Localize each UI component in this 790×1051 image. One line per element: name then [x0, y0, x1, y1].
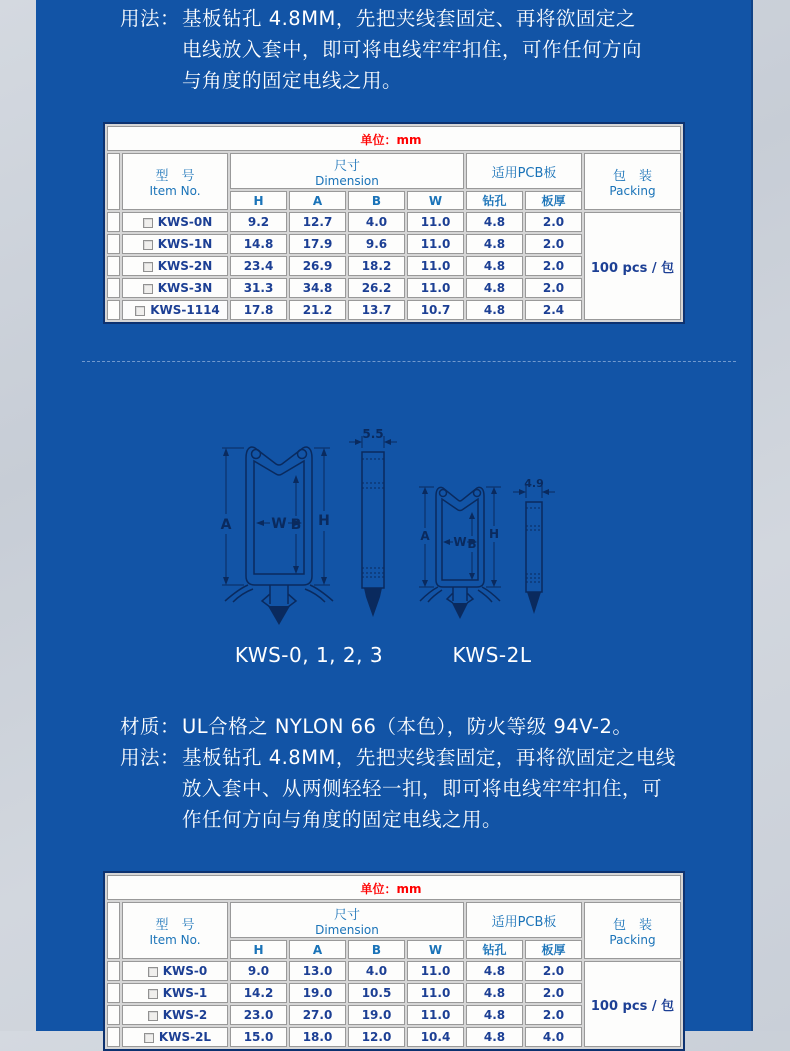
fir-tree-tip — [452, 603, 468, 619]
subheader-b: B — [348, 191, 405, 210]
item-name: KWS-2N — [157, 259, 213, 273]
dim-label-49: 4.9 — [524, 477, 544, 490]
value-h: 15.0 — [230, 1027, 287, 1047]
item-name: KWS-1N — [157, 237, 213, 251]
dim-label-h: H — [488, 527, 500, 541]
value-b: 19.0 — [348, 1005, 405, 1025]
value-h: 31.3 — [230, 278, 287, 298]
value-w: 10.4 — [407, 1027, 464, 1047]
packing-cell: 100 pcs / 包 — [584, 212, 681, 320]
spacer-cell — [107, 1027, 120, 1047]
section-divider — [82, 361, 736, 362]
row-checkbox[interactable] — [148, 967, 158, 977]
value-h: 23.4 — [230, 256, 287, 276]
subheader-h: H — [230, 191, 287, 210]
item-cell — [122, 234, 228, 254]
value-thickness: 2.0 — [525, 234, 582, 254]
header-pack-en: Packing — [609, 933, 656, 947]
value-b: 13.7 — [348, 300, 405, 320]
value-w: 11.0 — [407, 961, 464, 981]
value-thickness: 2.0 — [525, 212, 582, 232]
spec-table — [105, 873, 683, 1049]
usage-text-block-1 — [120, 3, 642, 96]
row-checkbox[interactable] — [144, 1033, 154, 1043]
value-b: 4.0 — [348, 961, 405, 981]
value-b: 9.6 — [348, 234, 405, 254]
value-drill: 4.8 — [466, 983, 523, 1003]
value-drill: 4.8 — [466, 1027, 523, 1047]
header-pack-cn: 包 装 — [612, 169, 652, 184]
value-b: 4.0 — [348, 212, 405, 232]
spacer-cell — [107, 1005, 120, 1025]
item-name: KWS-2L — [158, 1030, 212, 1044]
usage-line: 电线放入套中，即可将电线牢牢扣住，可作任何方向 — [182, 38, 643, 61]
row-checkbox[interactable] — [143, 262, 153, 272]
header-packing — [584, 153, 681, 210]
side-view-body — [362, 452, 384, 588]
usage-line: 放入套中、从两侧轻轻一扣，即可将电线牢牢扣住，可 — [182, 777, 663, 800]
value-w: 11.0 — [407, 278, 464, 298]
technical-drawing-kws-2l — [416, 462, 596, 627]
item-cell — [122, 961, 228, 981]
header-dimension — [230, 902, 464, 938]
value-w: 11.0 — [407, 234, 464, 254]
header-item-en: Item No. — [149, 184, 201, 198]
unit-bar — [107, 126, 681, 151]
value-thickness: 4.0 — [525, 1027, 582, 1047]
header-pack-cn: 包 装 — [612, 918, 652, 933]
spacer-cell — [107, 212, 120, 232]
clamp-lobe — [252, 450, 261, 459]
item-name: KWS-1 — [162, 986, 208, 1000]
material-row — [120, 711, 676, 742]
usage-label: 用法： — [120, 746, 181, 769]
row-checkbox[interactable] — [143, 284, 153, 294]
value-thickness: 2.0 — [525, 961, 582, 981]
spacer-cell — [107, 300, 120, 320]
item-name: KWS-0N — [157, 215, 213, 229]
header-pcb: 适用PCB板 — [466, 902, 582, 938]
value-b: 12.0 — [348, 1027, 405, 1047]
value-h: 14.2 — [230, 983, 287, 1003]
side-view-bands — [362, 459, 384, 577]
usage-line: 作任何方向与角度的固定电线之用。 — [182, 808, 503, 831]
dim-label-b: B — [467, 537, 477, 551]
dim-label-55: 5.5 — [362, 427, 384, 441]
spec-table — [105, 124, 683, 322]
value-w: 11.0 — [407, 212, 464, 232]
item-name: KWS-3N — [157, 281, 213, 295]
packing-cell: 100 pcs / 包 — [584, 961, 681, 1047]
item-name: KWS-1114 — [150, 303, 220, 317]
value-drill: 4.8 — [466, 1005, 523, 1025]
value-a: 34.8 — [289, 278, 346, 298]
item-cell — [122, 300, 228, 320]
item-cell — [122, 1027, 228, 1047]
item-name: KWS-2 — [162, 1008, 208, 1022]
value-drill: 4.8 — [466, 300, 523, 320]
dim-label-w: W — [271, 516, 287, 532]
unit-label: 单位：mm — [360, 882, 422, 896]
header-dim-en: Dimension — [315, 922, 379, 937]
unit-label: 单位：mm — [360, 133, 422, 147]
unit-bar — [107, 875, 681, 900]
item-name: KWS-0 — [162, 964, 208, 978]
fir-tree-barbs — [447, 587, 473, 603]
wing-left — [225, 585, 253, 602]
item-cell — [122, 1005, 228, 1025]
subheader-drill: 钻孔 — [466, 940, 523, 959]
header-pack-en: Packing — [609, 184, 656, 198]
value-a: 13.0 — [289, 961, 346, 981]
usage-line: 基板钻孔 4.8MM，先把夹线套固定，再将欲固定之电线 — [182, 746, 676, 769]
value-b: 10.5 — [348, 983, 405, 1003]
value-a: 12.7 — [289, 212, 346, 232]
item-cell — [122, 256, 228, 276]
value-w: 11.0 — [407, 983, 464, 1003]
wing-right — [305, 585, 333, 602]
subheader-h: H — [230, 940, 287, 959]
header-item-no — [122, 902, 228, 959]
side-view-tip — [364, 588, 382, 617]
subheader-drill: 钻孔 — [466, 191, 523, 210]
row-checkbox[interactable] — [143, 218, 153, 228]
header-dim-cn: 尺寸 — [333, 907, 360, 923]
side-view-tip — [527, 592, 541, 614]
spacer-cell — [107, 234, 120, 254]
header-packing — [584, 902, 681, 959]
header-item-no — [122, 153, 228, 210]
value-drill: 4.8 — [466, 278, 523, 298]
subheader-b: B — [348, 940, 405, 959]
value-w: 10.7 — [407, 300, 464, 320]
value-h: 23.0 — [230, 1005, 287, 1025]
value-a: 21.2 — [289, 300, 346, 320]
row-checkbox[interactable] — [148, 989, 158, 999]
clamp-lobe — [440, 490, 447, 497]
value-b: 18.2 — [348, 256, 405, 276]
subheader-a: A — [289, 940, 346, 959]
value-a: 27.0 — [289, 1005, 346, 1025]
clamp-lobe — [474, 490, 481, 497]
dim-label-w: W — [453, 535, 467, 549]
header-dim-cn: 尺寸 — [333, 158, 360, 174]
header-dimension — [230, 153, 464, 189]
spacer-cell — [107, 961, 120, 981]
spacer-cell — [107, 256, 120, 276]
dim-label-h: H — [318, 513, 330, 529]
value-w: 11.0 — [407, 256, 464, 276]
table-row — [107, 212, 681, 232]
spacer-cell — [107, 153, 120, 210]
side-view-bands — [526, 508, 542, 582]
fir-tree-tip — [268, 606, 290, 625]
dim-label-a: A — [220, 517, 232, 533]
diagram-label-left: KWS-0, 1, 2, 3 — [234, 643, 384, 667]
value-thickness: 2.0 — [525, 1005, 582, 1025]
spacer-cell — [107, 278, 120, 298]
spacer-cell — [107, 983, 120, 1003]
usage-lines — [182, 742, 676, 835]
subheader-a: A — [289, 191, 346, 210]
subheader-thickness: 板厚 — [525, 940, 582, 959]
fir-tree-barbs — [262, 585, 296, 607]
usage-line: 基板钻孔 4.8MM，先把夹线套固定、再将欲固定之 — [182, 7, 636, 30]
dim-label-b: B — [290, 517, 302, 533]
value-thickness: 2.4 — [525, 300, 582, 320]
value-thickness: 2.0 — [525, 256, 582, 276]
spec-table-kws-n — [103, 122, 685, 324]
subheader-w: W — [407, 940, 464, 959]
value-a: 26.9 — [289, 256, 346, 276]
value-a: 19.0 — [289, 983, 346, 1003]
diagram-label-right: KWS-2L — [452, 643, 532, 667]
value-a: 18.0 — [289, 1027, 346, 1047]
material-label: 材质： — [120, 715, 181, 738]
header-dim-en: Dimension — [315, 173, 379, 188]
header-pcb: 适用PCB板 — [466, 153, 582, 189]
spec-text-block — [120, 711, 676, 835]
value-h: 17.8 — [230, 300, 287, 320]
value-drill: 4.8 — [466, 961, 523, 981]
row-checkbox[interactable] — [143, 240, 153, 250]
row-checkbox[interactable] — [135, 306, 145, 316]
header-item-cn: 型 号 — [155, 918, 195, 933]
dim-label-a: A — [420, 529, 430, 543]
value-drill: 4.8 — [466, 256, 523, 276]
value-h: 14.8 — [230, 234, 287, 254]
value-thickness: 2.0 — [525, 278, 582, 298]
value-drill: 4.8 — [466, 212, 523, 232]
usage-line: 与角度的固定电线之用。 — [182, 69, 403, 92]
wings — [420, 587, 500, 602]
item-cell — [122, 212, 228, 232]
material-text: UL合格之 NYLON 66（本色），防火等级 94V-2。 — [182, 715, 633, 738]
value-h: 9.0 — [230, 961, 287, 981]
catalog-page — [36, 0, 753, 1044]
item-cell — [122, 983, 228, 1003]
usage-label: 用法： — [120, 7, 181, 30]
clamp-lobe — [298, 450, 307, 459]
subheader-w: W — [407, 191, 464, 210]
value-a: 17.9 — [289, 234, 346, 254]
value-h: 9.2 — [230, 212, 287, 232]
spacer-cell — [107, 902, 120, 959]
value-drill: 4.8 — [466, 234, 523, 254]
subheader-thickness: 板厚 — [525, 191, 582, 210]
value-thickness: 2.0 — [525, 983, 582, 1003]
item-cell — [122, 278, 228, 298]
value-w: 11.0 — [407, 1005, 464, 1025]
header-item-en: Item No. — [149, 933, 201, 947]
header-item-cn: 型 号 — [155, 169, 195, 184]
value-b: 26.2 — [348, 278, 405, 298]
usage-row — [120, 742, 676, 835]
usage-lines — [182, 3, 642, 96]
table-row — [107, 961, 681, 981]
row-checkbox[interactable] — [148, 1011, 158, 1021]
spec-table-kws — [103, 871, 685, 1051]
